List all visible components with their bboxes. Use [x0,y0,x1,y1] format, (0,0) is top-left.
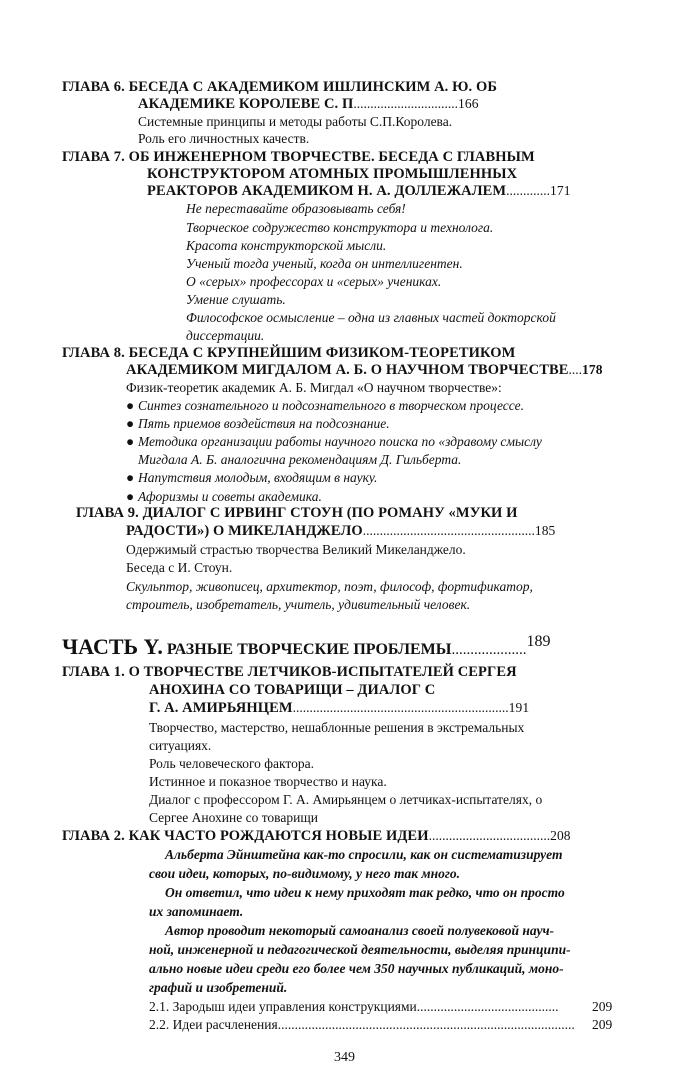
p5ch2-title-text: ГЛАВА 2. КАК ЧАСТО РОЖДАЮТСЯ НОВЫЕ ИДЕИ [62,828,429,844]
ch8-bullet-3-cont: Мигдала А. Б. аналогична рекомендациям Д. Гильберта. [138,452,462,467]
p5ch2-note-4: графий и изобретений. [149,980,288,995]
ch8-bullet-5 [126,489,322,505]
part5-page: 189 [526,633,551,650]
bullet-icon: ● [126,470,135,485]
ch7-item-8: диссертации. [186,328,265,343]
ch9-desc2: строитель, изобретатель, учитель, удивительный человек. [126,597,471,612]
ch8-bullet-1 [126,398,524,414]
ch7-leader: ............. [506,183,551,198]
p5ch1-sub5: Диалог с профессором Г. А. Амирьянцем о летчиках-испытателях, о [149,792,543,807]
ch7-item-2: Творческое содружество конструктора и технолога. [186,220,494,235]
part5-title-rest: РАЗНЫЕ ТВОРЧЕСКИЕ ПРОБЛЕМЫ [162,641,452,658]
ch6-sub2: Роль его личностных качеств. [138,131,310,146]
toc-entry-label: 2.1. Зародыш идеи управления конструкциями [149,999,417,1014]
ch8-bullet-text: Методика организации работы научного поиска по «здравому смыслу [138,434,542,449]
ch9-sub2: Беседа с И. Стоун. [126,560,233,575]
ch6-title-text: АКАДЕМИКЕ КОРОЛЕВЕ С. П [138,96,354,112]
p5ch2-title [62,828,571,845]
ch8-bullet-4 [126,470,377,486]
ch7-title-line2: КОНСТРУКТОРОМ АТОМНЫХ ПРОМЫШЛЕННЫХ [147,166,518,182]
ch7-item-6: Умение слушать. [186,292,286,307]
ch6-title-line1: ГЛАВА 6. БЕСЕДА С АКАДЕМИКОМ ИШЛИНСКИМ А. Ю. ОБ [62,79,498,95]
page-number: 349 [334,1050,355,1065]
p5ch1-sub1: Творчество, мастерство, нешаблонные решения в экстремальных [149,720,525,735]
p5ch1-sub2: ситуациях. [149,738,212,753]
ch8-page: 178 [582,362,603,377]
ch6-page: 166 [458,96,479,111]
part5-title [62,634,550,660]
p5ch1-leader: ................................................................ [292,700,509,715]
p5ch1-title-line3 [149,700,529,717]
p5ch2-note-1: Автор проводит некоторый самоанализ своей полувековой науч- [165,923,555,938]
ch9-title-text: РАДОСТИ») О МИКЕЛАНДЖЕЛО [126,523,363,539]
ch9-leader: ................................................... [362,523,535,538]
ch8-bullet-3 [126,434,542,450]
toc-entry-2-2 [149,1017,575,1033]
p5ch1-sub3: Роль человеческого фактора. [149,756,314,771]
ch6-sub1: Системные принципы и методы работы С.П.Королева. [138,114,453,129]
ch8-title-line2 [126,362,603,379]
part5-title-big: ЧАСТЬ Y. [62,634,163,659]
part5-leader: .................... [451,642,527,658]
toc-entry-2-1-page: 209 [592,999,613,1014]
ch6-title-line2 [138,96,479,113]
toc-entry-2-1 [149,999,559,1015]
ch8-bullet-text: Пять приемов воздействия на подсознание. [138,416,390,431]
ch7-title-line1: ГЛАВА 7. ОБ ИНЖЕНЕРНОМ ТВОРЧЕСТВЕ. БЕСЕДА С ГЛАВНЫМ [62,149,535,165]
ch9-sub1: Одержимый страстью творчества Великий Микеланджело. [126,542,466,557]
ch7-page: 171 [550,183,571,198]
ch8-bullet-text: Синтез сознательного и подсознательного в творческом процессе. [138,398,524,413]
ch8-leader: .... [568,362,583,377]
ch8-title-line1: ГЛАВА 8. БЕСЕДА С КРУПНЕЙШИМ ФИЗИКОМ-ТЕОРЕТИКОМ [62,345,516,361]
bullet-icon: ● [126,416,135,431]
ch7-item-5: О «серых» профессорах и «серых» учениках. [186,274,442,289]
toc-entry-label: 2.2. Идеи расчленения [149,1017,278,1032]
ch8-bullet-text: Напутствия молодым, входящим в науку. [138,470,378,485]
bullet-icon: ● [126,434,135,449]
ch9-desc1: Скульптор, живописец, архитектор, поэт, философ, фортификатор, [126,579,533,594]
ch7-item-1: Не переставайте образовывать себя! [186,201,406,216]
p5ch1-title-line1: ГЛАВА 1. О ТВОРЧЕСТВЕ ЛЕТЧИКОВ-ИСПЫТАТЕЛЕЙ СЕРГЕЯ [62,664,517,680]
ch9-title-line2 [126,523,555,540]
p5ch1-sub6: Сергее Анохине со товарищи [149,810,318,825]
p5ch2-quote-3: Он ответил, что идеи к нему приходят так редко, что он просто [165,885,565,900]
toc-entry-2-2-page: 209 [592,1017,613,1032]
ch7-title-line3 [147,183,571,200]
p5ch2-quote-4: их запоминает. [149,904,244,919]
ch9-page: 185 [534,523,556,538]
p5ch1-title-text: Г. А. АМИРЬЯНЦЕМ [149,700,293,716]
ch7-item-4: Ученый тогда ученый, когда он интеллигентен. [186,256,463,271]
p5ch1-page: 191 [508,700,530,715]
ch8-bullet-text: Афоризмы и советы академика. [138,489,322,504]
p5ch2-quote-2: свои идеи, которых, по-видимому, у него так много. [149,866,461,881]
ch8-title-text: АКАДЕМИКОМ МИГДАЛОМ А. Б. О НАУЧНОМ ТВОРЧЕСТВЕ [126,362,569,378]
ch7-item-7: Философское осмысление – одна из главных частей докторской [186,310,556,325]
bullet-icon: ● [126,398,135,413]
toc-entry-leader: ........................................................................................ [277,1017,575,1032]
p5ch2-quote-1: Альберта Эйнштейна как-то спросили, как он систематизирует [165,847,563,862]
toc-entry-leader: .......................................... [416,999,559,1014]
bullet-icon: ● [126,489,135,504]
p5ch1-title-line2: АНОХИНА СО ТОВАРИЩИ – ДИАЛОГ С [149,682,436,698]
p5ch2-leader: .................................... [428,828,551,843]
p5ch2-note-2: ной, инженерной и педагогической деятельности, выделяя принципи- [149,942,571,957]
p5ch1-sub4: Истинное и показное творчество и наука. [149,774,387,789]
p5ch2-page: 208 [550,828,571,843]
p5ch2-note-3: ально новые идеи среди его более чем 350 научных публикаций, моно- [149,961,564,976]
ch9-title-line1: ГЛАВА 9. ДИАЛОГ С ИРВИНГ СТОУН (ПО РОМАНУ «МУКИ И [76,505,518,521]
ch8-sub: Физик-теоретик академик А. Б. Мигдал «О научном творчестве»: [126,380,502,395]
ch7-title-text: РЕАКТОРОВ АКАДЕМИКОМ Н. А. ДОЛЛЕЖАЛЕМ [147,183,507,199]
ch8-bullet-2 [126,416,390,432]
ch7-item-3: Красота конструкторской мысли. [186,238,387,253]
ch6-leader: ............................... [353,96,459,111]
